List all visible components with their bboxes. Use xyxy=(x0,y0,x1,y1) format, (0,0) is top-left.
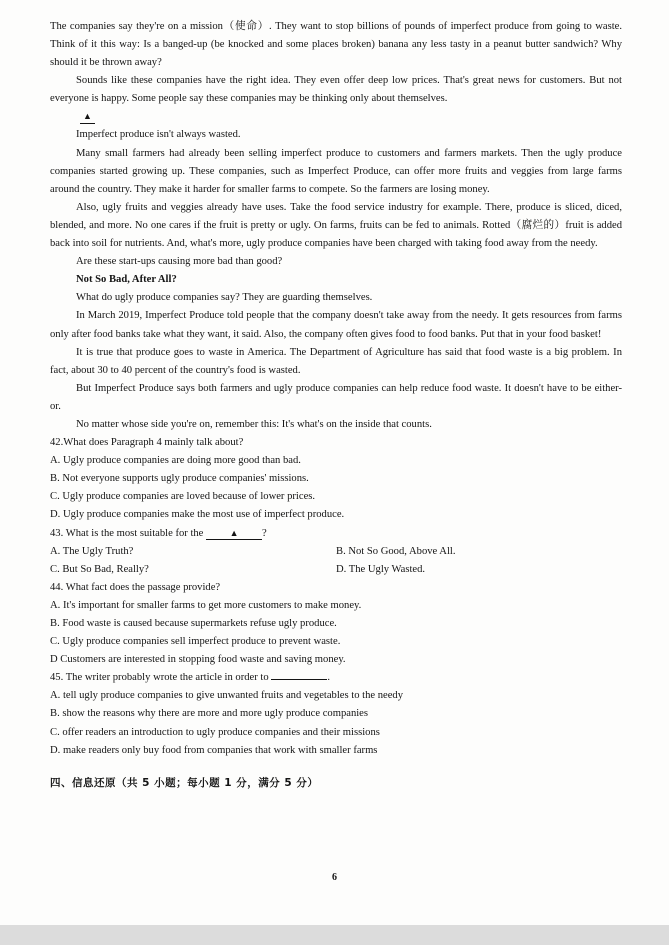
question-42-option-d: D. Ugly produce companies make the most use of imperfect produce. xyxy=(50,509,345,521)
section-heading: 四、信息还原（共 5 小题；每小题 1 分，满分 5 分） xyxy=(50,776,319,789)
question-42-option-b: B. Not everyone supports ugly produce companies' missions. xyxy=(50,473,309,485)
question-45-stem xyxy=(50,669,622,687)
paragraph-10: But Imperfect Produce says both farmers and ugly produce companies can help reduce food waste. It doesn't have to be either-or. xyxy=(50,382,622,412)
paragraph-4: Many small farmers had already been selling imperfect produce to customers and farmers markets. Then the ugly produce companies started growing up. These companies, such as Imperfect Produce, can offer more fruits and veggies from large farms around the country. They make it harder for smaller farms to compete. So the farmers are losing money. xyxy=(50,147,622,195)
question-42-option-c: C. Ugly produce companies are loved because of lower prices. xyxy=(50,491,316,503)
question-44-stem: 44. What fact does the passage provide? xyxy=(50,581,221,593)
paragraph-2: Sounds like these companies have the right idea. They even offer deep low prices. That's great news for customers. But not everyone is happy. Some people say these companies may be thinking only about themselves. xyxy=(50,75,622,105)
subtitle-blank xyxy=(50,108,622,126)
question-43-options-row-1 xyxy=(50,543,622,561)
page-number: 6 xyxy=(332,872,337,883)
question-42-option-a: A. Ugly produce companies are doing more good than bad. xyxy=(50,455,301,467)
passage-content xyxy=(50,18,622,792)
question-43-option-a: A. The Ugly Truth? xyxy=(50,545,134,557)
question-44-option-b: B. Food waste is caused because supermarkets refuse ugly produce. xyxy=(50,618,337,629)
paragraph-11: No matter whose side you're on, remember this: It's what's on the inside that counts. xyxy=(76,418,432,430)
question-44-option-d: D Customers are interested in stopping food waste and saving money. xyxy=(50,654,346,666)
question-43-blank: ▲ xyxy=(206,527,262,540)
paragraph-8: In March 2019, Imperfect Produce told people that the company doesn't take away from the needy. It gets resources from farms only after food banks take what they want, it said. Also, the company often gives food to food banks. Put that in your food basket! xyxy=(50,310,622,340)
question-45-option-b: B. show the reasons why there are more and more ugly produce companies xyxy=(50,708,369,720)
question-44-option-c: C. Ugly produce companies sell imperfect produce to prevent waste. xyxy=(50,636,341,648)
question-44-option-a: A. It's important for smaller farms to get more customers to make money. xyxy=(50,599,362,611)
question-43-stem-end: ? xyxy=(262,527,267,539)
question-45-option-c: C. offer readers an introduction to ugly produce companies and their missions xyxy=(50,726,380,738)
question-42-stem: 42.What does Paragraph 4 mainly talk about? xyxy=(50,437,244,449)
question-43-option-c: C. But So Bad, Really? xyxy=(50,563,149,575)
question-43-option-d: D. The Ugly Wasted. xyxy=(336,563,426,575)
question-45-blank xyxy=(271,679,327,680)
paragraph-9: It is true that produce goes to waste in America. The Department of Agriculture has said that food waste is a big problem. In fact, about 30 to 40 percent of the country's food is wasted. xyxy=(50,346,622,376)
question-43-stem-text: 43. What is the most suitable for the xyxy=(50,527,207,539)
question-45-option-a: A. tell ugly produce companies to give unwanted fruits and vegetables to the needy xyxy=(50,690,404,702)
paragraph-6: Are these start-ups causing more bad than good? xyxy=(76,256,283,268)
blank-triangle-icon: ▲ xyxy=(80,109,95,124)
question-43-options-row-2 xyxy=(50,561,622,579)
paragraph-3: Imperfect produce isn't always wasted. xyxy=(76,129,241,141)
question-43-option-b: B. Not So Good, Above All. xyxy=(336,545,456,557)
paragraph-7: What do ugly produce companies say? They are guarding themselves. xyxy=(76,292,373,304)
paragraph-5: Also, ugly fruits and veggies already have uses. Take the food service industry for example. There, produce is sliced, diced, blended, and more. No one cares if the fruit is pretty or ugly. On farms, fruits can be fed to animals. Rotted（腐烂的）fruit is added back into soil for nutrients. And, what's more, ugly produce companies have been charged with taking food away from the needy. xyxy=(50,201,622,250)
passage-subtitle: Not So Bad, After All? xyxy=(76,274,177,286)
question-45-stem-end: . xyxy=(327,672,330,684)
paragraph-1: The companies say they're on a mission（使命）. They want to stop billions of pounds of imperfect produce from going to waste. Think of it this way: Is a banged-up (be knocked and some places broken) banana any less tasty in a peanut butter sandwich? Why should it be thrown away? xyxy=(50,21,622,69)
question-43-stem xyxy=(50,525,622,543)
question-45-stem-text: 45. The writer probably wrote the article in order to xyxy=(50,672,272,684)
scan-bottom-band xyxy=(0,925,669,945)
question-45-option-d: D. make readers only buy food from companies that work with smaller farms xyxy=(50,744,378,756)
